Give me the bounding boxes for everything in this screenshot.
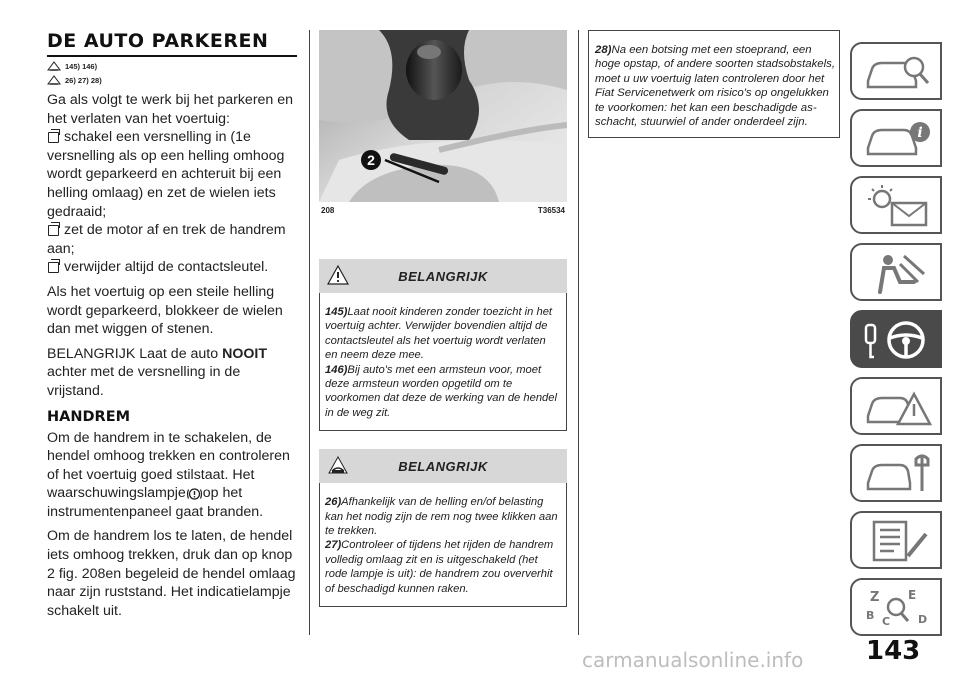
airbag-seat-icon bbox=[864, 252, 932, 294]
list-item: schakel een versnelling in (1e bbox=[47, 128, 299, 147]
reference-line-1 bbox=[47, 61, 299, 71]
steep-slope-paragraph: Als het voertuig op een steile helling wordt geparkeerd, blokkeer de wielen dan met wiggen of stenen. bbox=[47, 283, 283, 338]
checkbox-bullet-icon bbox=[48, 225, 59, 236]
right-column bbox=[588, 30, 840, 138]
callout-number: 2 bbox=[367, 152, 375, 168]
figure-caption bbox=[319, 206, 567, 215]
brake-warning-light-icon bbox=[186, 487, 203, 501]
list-item-continuation: aan; bbox=[47, 240, 75, 257]
never-neutral-paragraph: BELANGRIJK Laat de auto NOOIT achter met de versnelling in de vrijstand. bbox=[47, 345, 268, 399]
tab-safety[interactable] bbox=[850, 243, 942, 301]
warning-item: 145)Laat nooit kinderen zonder toezicht in het voertuig achter. Verwijder bovendien altijd de contactsleutel als het voertuig wordt verlaten en neem deze mee. bbox=[325, 306, 553, 362]
middle-column bbox=[319, 30, 567, 607]
svg-text:Z: Z bbox=[870, 590, 880, 605]
list-item: verwijder altijd de contactsleutel. bbox=[47, 258, 299, 277]
reference-line-2 bbox=[47, 75, 299, 85]
svg-text:B: B bbox=[866, 609, 875, 622]
warning-triangle-icon bbox=[327, 265, 349, 285]
checkbox-bullet-icon bbox=[48, 262, 59, 273]
alphabet-index-search-icon bbox=[864, 587, 932, 629]
page-number: 143 bbox=[866, 636, 921, 666]
list-item: zet de motor af en trek de handrem bbox=[47, 221, 299, 240]
tab-car-search[interactable] bbox=[850, 42, 942, 100]
warning-lights-mail-icon bbox=[864, 185, 932, 227]
handrem-paragraph-1: Om de handrem in te schakelen, de hendel omhoog trekken en controleren of het voertuig goed stilstaat. Het waarschuwingslampje op het instrumentenpaneel gaat branden. bbox=[47, 429, 290, 520]
column-divider bbox=[309, 30, 310, 635]
intro-paragraph: Ga als volgt te werk bij het parkeren en het verlaten van het voertuig: bbox=[47, 92, 294, 127]
figure-number: 208 bbox=[321, 206, 335, 215]
car-damage-icon bbox=[47, 75, 61, 85]
svg-text:C: C bbox=[882, 615, 891, 628]
note-box: 28)Na een botsing met een stoeprand, een hoge opstap, of andere soorten stadsobstakels, moet u uw voertuig laten controleren door het Fiat Servicenetwerk om risico's op ongelukken te voorkomen: het kan een beschadigde as-schacht, stuurwiel of ander onderdeel zijn. bbox=[588, 30, 840, 138]
svg-text:E: E bbox=[908, 588, 917, 602]
checklist-icon bbox=[864, 520, 932, 562]
handbrake-illustration bbox=[319, 30, 567, 202]
handrem-paragraph-2: Om de handrem los te laten, de hendel iets omhoog trekken, druk dan op knop 2 fig. 208en begeleid de hendel omlaag naar zijn ruststand. Het indicatielampje schakelt uit. bbox=[47, 528, 296, 619]
warning-heading: BELANGRIJK bbox=[398, 268, 488, 284]
handbrake-photo bbox=[319, 30, 567, 202]
key-steering-wheel-icon bbox=[864, 319, 932, 361]
handrem-heading: HANDREM bbox=[47, 408, 131, 425]
car-search-icon bbox=[864, 51, 932, 93]
car-damage-icon bbox=[327, 455, 349, 475]
column-divider bbox=[578, 30, 579, 635]
reference-numbers: 145) 146) bbox=[65, 61, 98, 71]
warning-heading: BELANGRIJK bbox=[398, 458, 488, 474]
car-warning-triangle-icon bbox=[864, 386, 932, 428]
list-item-continuation: versnelling als op een helling omhoog wordt geparkeerd en achteruit bij een helling omlaag) en zet de wielen iets gedraaid; bbox=[47, 147, 285, 220]
reference-numbers: 26) 27) 28) bbox=[65, 75, 102, 85]
warning-item: 146)Bij auto's met een armsteun voor, moet deze armsteun worden opgetild om te voorkomen dat deze de werking van de hendel in de weg zit. bbox=[325, 363, 557, 419]
car-info-icon bbox=[864, 118, 932, 160]
warning-item: 27)Controleer of tijdens het rijden de handrem volledig omlaag zit en is uitgeschakeld (het rode lampje is uit): de handrem zou oververhit of beschadigd kunnen raken. bbox=[325, 539, 554, 595]
figure-code: T36534 bbox=[537, 206, 565, 215]
tab-car-info[interactable] bbox=[850, 109, 942, 167]
tab-technical-data[interactable] bbox=[850, 511, 942, 569]
watermark: carmanualsonline.info bbox=[582, 648, 804, 672]
warning-box-2 bbox=[319, 483, 567, 607]
warning-header-1 bbox=[319, 259, 567, 293]
left-column bbox=[47, 30, 299, 620]
section-title: DE AUTO PARKEREN bbox=[47, 30, 297, 57]
warning-box-1 bbox=[319, 293, 567, 431]
warning-item: 26)Afhankelijk van de helling en/of belasting kan het nodig zijn de rem nog twee klikken aan te trekken. bbox=[325, 496, 558, 538]
tab-emergency[interactable] bbox=[850, 377, 942, 435]
svg-text:D: D bbox=[918, 613, 928, 626]
car-wrench-icon bbox=[864, 453, 932, 495]
hand-warning-icon bbox=[47, 61, 61, 71]
tab-warning-lights[interactable] bbox=[850, 176, 942, 234]
warning-header-2 bbox=[319, 449, 567, 483]
chapter-tabs bbox=[850, 42, 942, 645]
tab-index[interactable] bbox=[850, 578, 942, 636]
tab-starting-driving[interactable] bbox=[850, 310, 942, 368]
svg-text:i: i bbox=[917, 125, 923, 141]
tab-maintenance[interactable] bbox=[850, 444, 942, 502]
checkbox-bullet-icon bbox=[48, 132, 59, 143]
